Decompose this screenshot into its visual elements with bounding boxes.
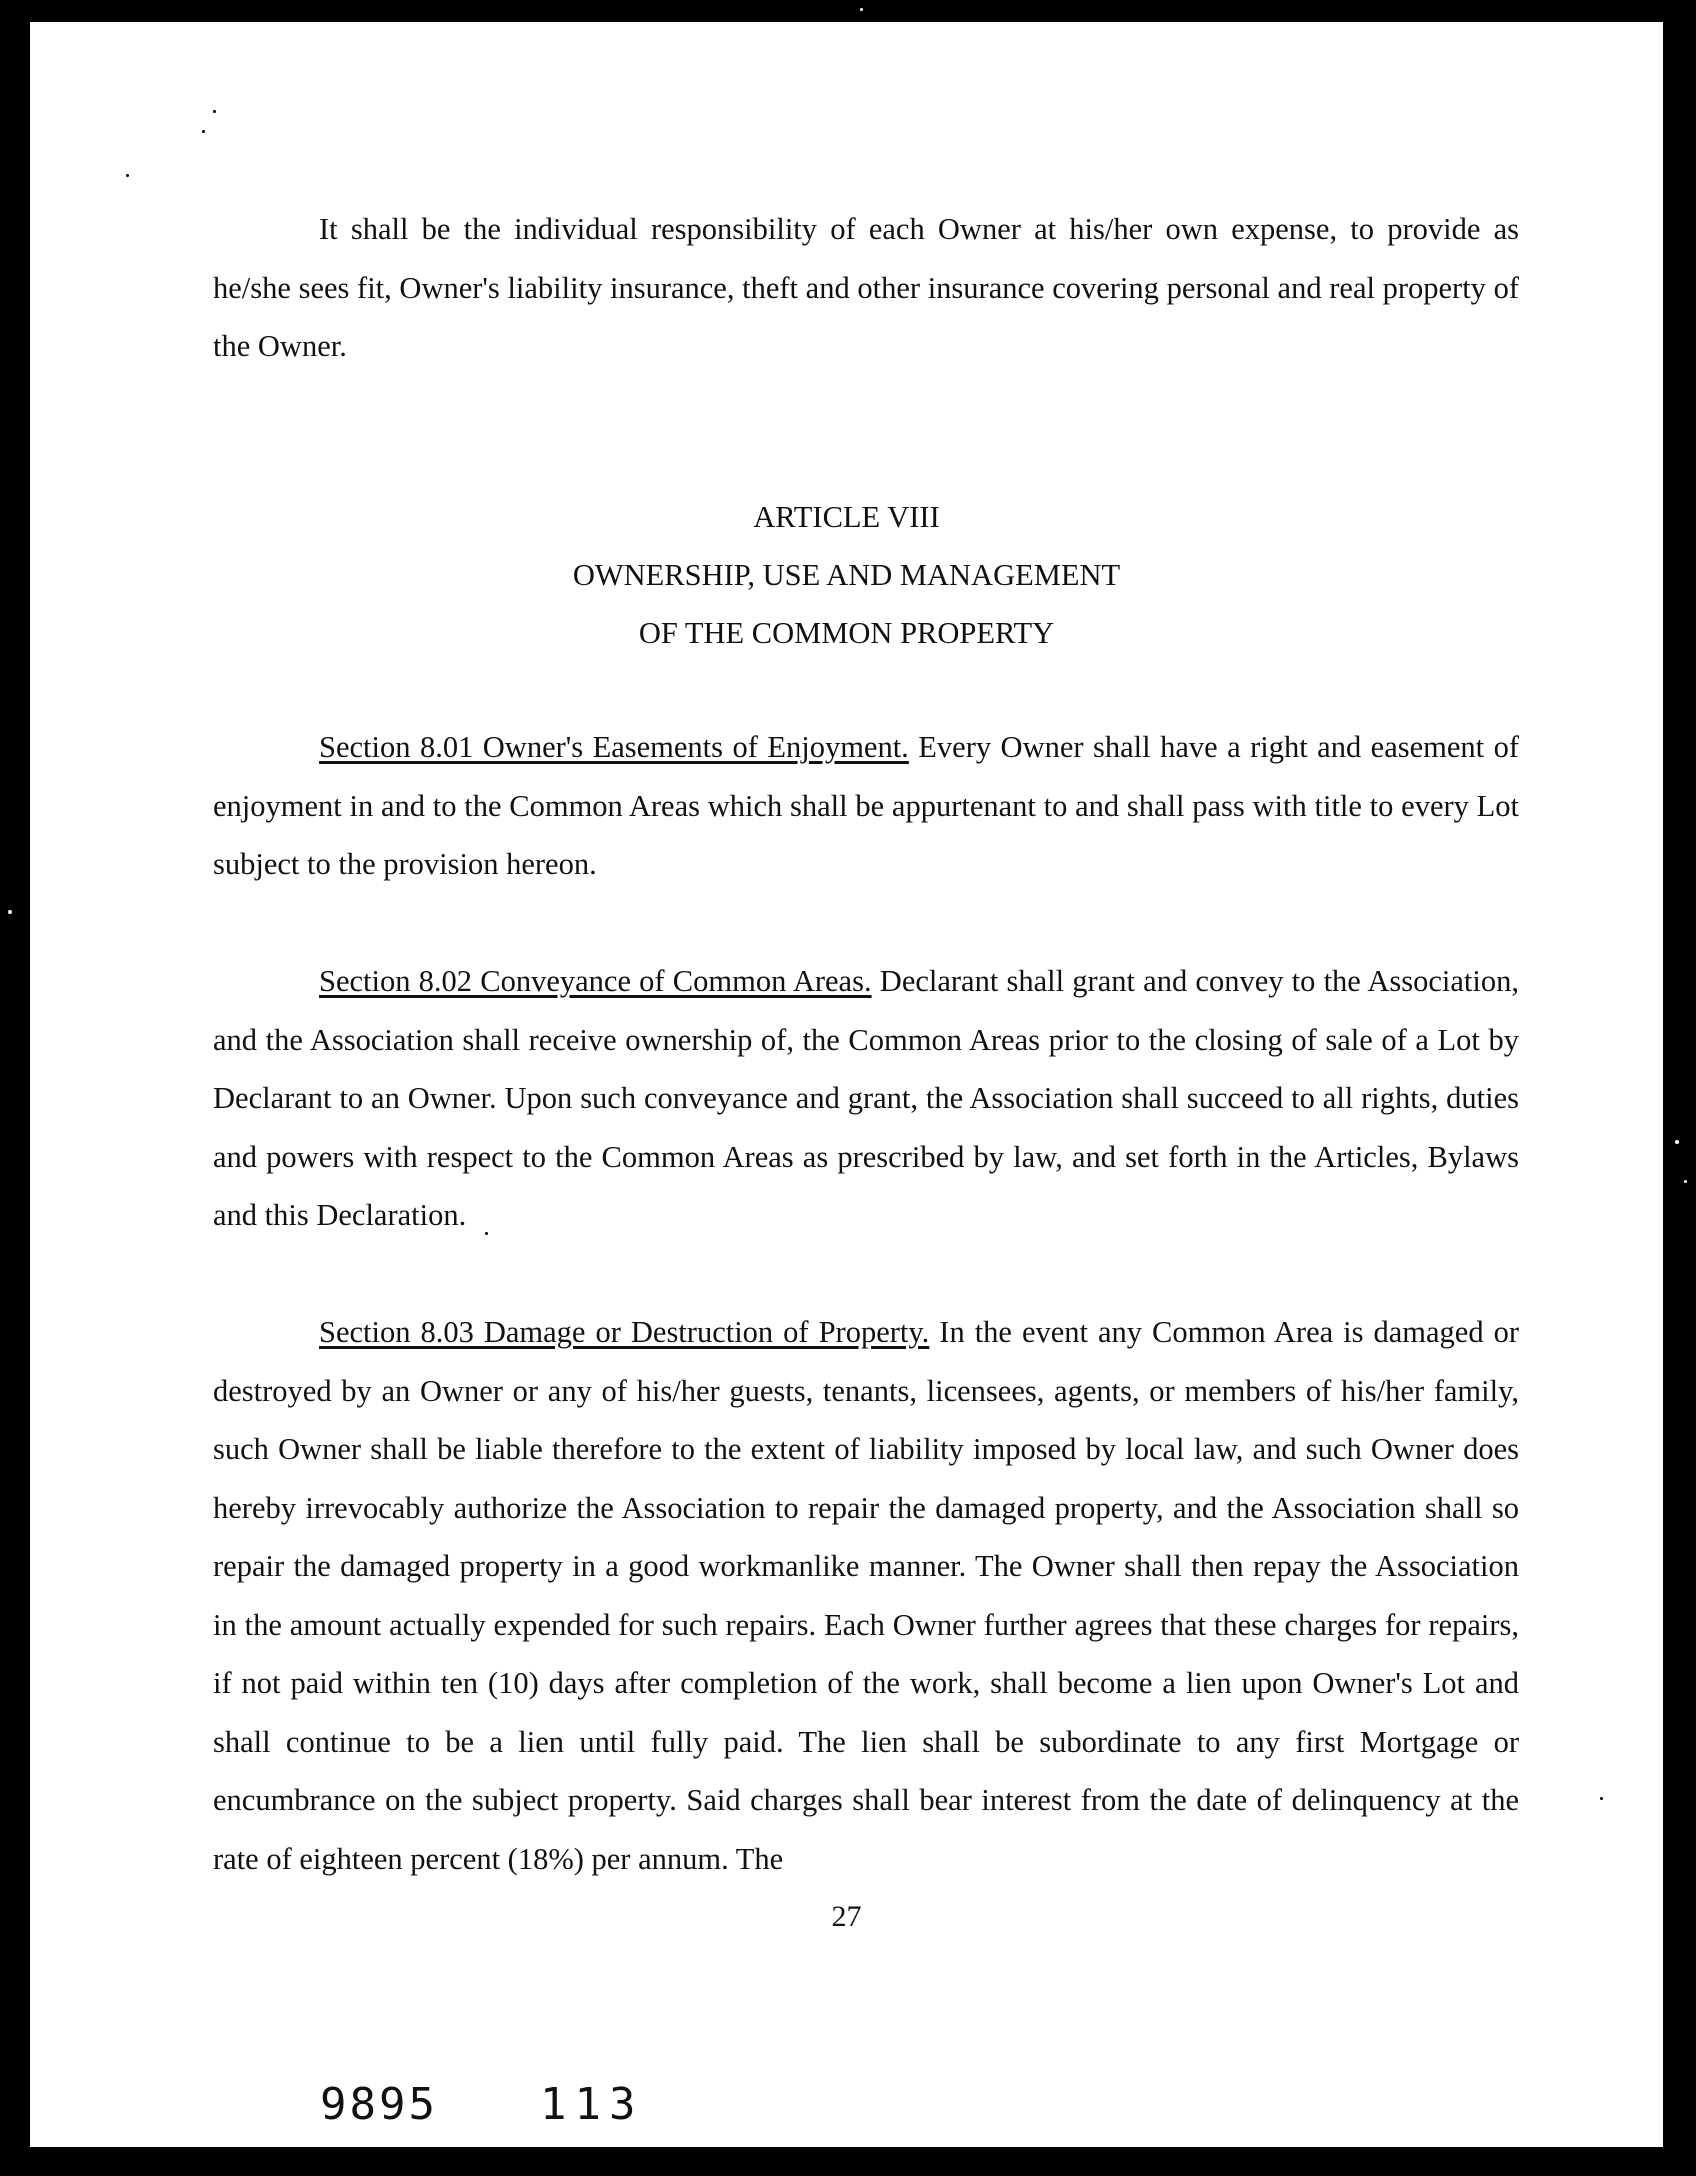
document-page — [30, 22, 1663, 2147]
section-body: Every Owner shall have a right and easement of enjoyment in and to the Common Areas which shall be appurtenant to and shall pass with title to every Lot subject to the provision hereon. — [213, 730, 1519, 881]
intro-paragraph: It shall be the individual responsibility of each Owner at his/her own expense, to provide as he/she sees fit, Owner's liability insurance, theft and other insurance covering personal and real property of the Owner. — [213, 212, 1519, 363]
page-number: 27 — [831, 1900, 862, 1933]
scan-speck — [8, 910, 12, 914]
stamp-number-right: 113 — [540, 2079, 644, 2130]
section-heading: Section 8.03 Damage or Destruction of Property. — [319, 1315, 930, 1349]
scan-speck — [1600, 1797, 1603, 1800]
scan-speck — [1684, 1180, 1687, 1183]
section-8-03 — [213, 1303, 1519, 1888]
scan-speck — [1675, 1140, 1679, 1144]
article-title-line1: OWNERSHIP, USE AND MANAGEMENT — [572, 558, 1121, 592]
section-8-01 — [213, 718, 1519, 894]
section-heading: Section 8.01 Owner's Easements of Enjoyment. — [319, 730, 909, 764]
stamp-number-left: 9895 — [320, 2079, 438, 2130]
scan-speck — [126, 174, 129, 177]
scan-speck — [213, 110, 216, 113]
scan-speck — [860, 8, 863, 11]
scan-speck — [202, 130, 205, 133]
section-heading: Section 8.02 Conveyance of Common Areas. — [319, 964, 872, 998]
section-body: In the event any Common Area is damaged or destroyed by an Owner or any of his/her guests, tenants, licensees, agents, or members of his/her family, such Owner shall be liable therefore to the extent of liability imposed by local law, and such Owner does hereby irrevocably authorize the Association to repair the damaged property, and the Association shall so repair the damaged property in a good workmanlike manner. The Owner shall then repay the Association in the amount actually expended for such repairs. Each Owner further agrees that these charges for repairs, if not paid within ten (10) days after completion of the work, shall become a lien upon Owner's Lot and shall continue to be a lien until fully paid. The lien shall be subordinate to any first Mortgage or encumbrance on the subject property. Said charges shall bear interest from the date of delinquency at the rate of eighteen percent (18%) per annum. The — [213, 1315, 1519, 1876]
section-body: Declarant shall grant and convey to the Association, and the Association shall receive ownership of, the Common Areas prior to the closing of sale of a Lot by Declarant to an Owner. Upon such conveyance and grant, the Association shall succeed to all rights, duties and powers with respect to the Common Areas as prescribed by law, and set forth in the Articles, Bylaws and this Declaration. — [213, 964, 1519, 1232]
article-title-line2: OF THE COMMON PROPERTY — [638, 616, 1055, 650]
section-8-02 — [213, 952, 1519, 1245]
article-number: ARTICLE VIII — [753, 500, 940, 534]
